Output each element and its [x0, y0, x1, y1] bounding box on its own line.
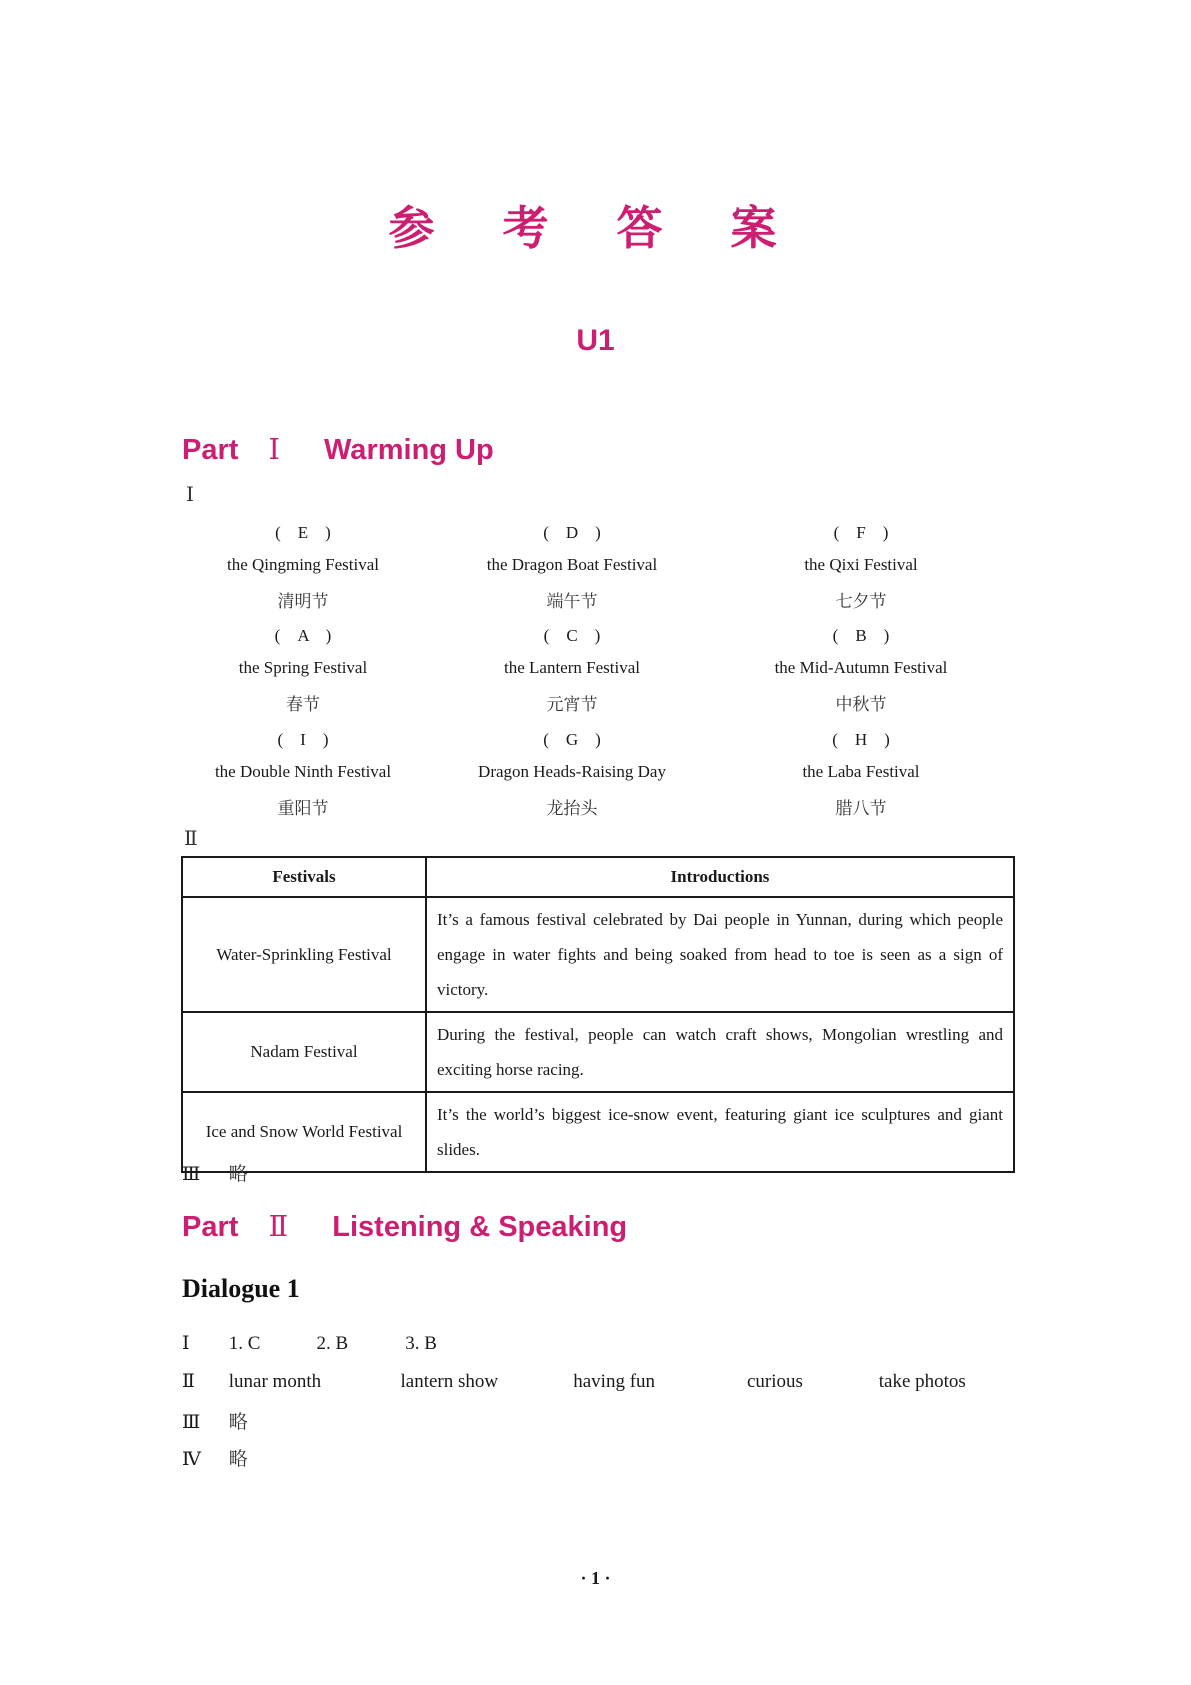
introduction-cell: It’s a famous festival celebrated by Dai people in Yunnan, during which people engage in water fights and being soaked from head to toe is seen as a sign of victory.	[426, 897, 1014, 1012]
festival-chinese-name: 端午节	[546, 591, 598, 612]
introduction-cell: It’s the world’s biggest ice-snow event, featuring giant ice sculptures and giant slides.	[426, 1092, 1014, 1172]
matching-grid	[182, 513, 1002, 824]
matching-letter: ( F )	[833, 522, 889, 542]
question-label: Ⅲ	[182, 1412, 201, 1433]
festival-name-cell: Water-Sprinkling Festival	[182, 897, 426, 1012]
section-3-answer: 略	[228, 1163, 248, 1185]
table-header-row	[182, 857, 1014, 897]
dialogue-answer-line-1	[182, 1332, 437, 1355]
answer: 2. B	[316, 1333, 349, 1354]
dialogue-answer-line-2	[182, 1370, 966, 1393]
festival-english-name: the Double Ninth Festival	[214, 761, 392, 781]
page-number: · 1 ·	[580, 1568, 611, 1588]
part-2-numeral: Ⅱ	[268, 1209, 289, 1243]
question-label: Ⅳ	[182, 1449, 201, 1470]
question-label: Ⅱ	[182, 1371, 195, 1392]
page-title: 参 考 答 案	[388, 201, 803, 255]
answer: 1. C	[228, 1333, 261, 1354]
answer: 略	[228, 1448, 248, 1470]
question-label: Ⅰ	[182, 1333, 190, 1354]
part-2-label: Part	[182, 1211, 239, 1243]
part-1-heading	[182, 432, 494, 467]
part-1-numeral: Ⅰ	[268, 432, 280, 466]
festival-chinese-name: 龙抬头	[546, 798, 598, 819]
answer: 3. B	[405, 1333, 437, 1354]
answer: lunar month	[228, 1371, 322, 1392]
festival-english-name: the Dragon Boat Festival	[486, 554, 658, 574]
part-2-name: Listening & Speaking	[332, 1211, 628, 1243]
festival-chinese-name: 重阳节	[277, 798, 329, 819]
dialogue-answer-line-4	[182, 1444, 248, 1471]
festival-english-name: the Qixi Festival	[804, 554, 918, 574]
answer: lantern show	[400, 1371, 499, 1392]
table-header: Introductions	[426, 857, 1014, 897]
answer: take photos	[878, 1371, 966, 1392]
section-1-label: Ⅰ	[186, 484, 194, 506]
matching-letter: ( A )	[274, 626, 332, 646]
festival-english-name: the Mid-Autumn Festival	[774, 658, 948, 678]
table-header: Festivals	[182, 857, 426, 897]
dialogue-title: Dialogue 1	[182, 1274, 300, 1303]
part-1-label: Part	[182, 434, 239, 466]
festival-english-name: the Laba Festival	[802, 761, 920, 781]
section-2-label: Ⅱ	[184, 828, 198, 850]
festival-chinese-name: 清明节	[277, 591, 329, 612]
festival-chinese-name: 春节	[286, 695, 320, 716]
matching-letter: ( H )	[832, 729, 890, 749]
festival-table	[181, 856, 1015, 1173]
answer: curious	[747, 1371, 803, 1392]
matching-letter: ( C )	[543, 626, 601, 646]
table-row	[182, 1092, 1014, 1172]
matching-letter: ( D )	[543, 522, 601, 542]
answer: having fun	[573, 1371, 656, 1392]
introduction-cell: During the festival, people can watch craft shows, Mongolian wrestling and exciting horse racing.	[426, 1012, 1014, 1092]
section-3-label: Ⅲ	[182, 1164, 201, 1185]
matching-letter: ( E )	[275, 522, 331, 542]
festival-chinese-name: 元宵节	[546, 695, 598, 716]
festival-english-name: the Spring Festival	[238, 658, 368, 678]
festival-english-name: Dragon Heads-Raising Day	[478, 761, 666, 781]
part-2-heading	[182, 1209, 627, 1244]
festival-english-name: the Qingming Festival	[226, 554, 380, 574]
unit-heading: U1	[576, 324, 615, 357]
matching-letter: ( G )	[543, 729, 601, 749]
part-1-name: Warming Up	[324, 434, 494, 466]
festival-english-name: the Lantern Festival	[504, 658, 640, 678]
matching-letter: ( I )	[277, 729, 329, 749]
festival-name-cell: Ice and Snow World Festival	[182, 1092, 426, 1172]
festival-chinese-name: 中秋节	[835, 695, 887, 716]
festival-chinese-name: 腊八节	[835, 798, 887, 819]
festival-name-cell: Nadam Festival	[182, 1012, 426, 1092]
matching-letter: ( B )	[832, 626, 890, 646]
section-3-line	[182, 1159, 248, 1186]
dialogue-answer-line-3	[182, 1407, 248, 1434]
answer: 略	[228, 1411, 248, 1433]
festival-chinese-name: 七夕节	[835, 591, 887, 612]
table-row	[182, 1012, 1014, 1092]
table-row	[182, 897, 1014, 1012]
